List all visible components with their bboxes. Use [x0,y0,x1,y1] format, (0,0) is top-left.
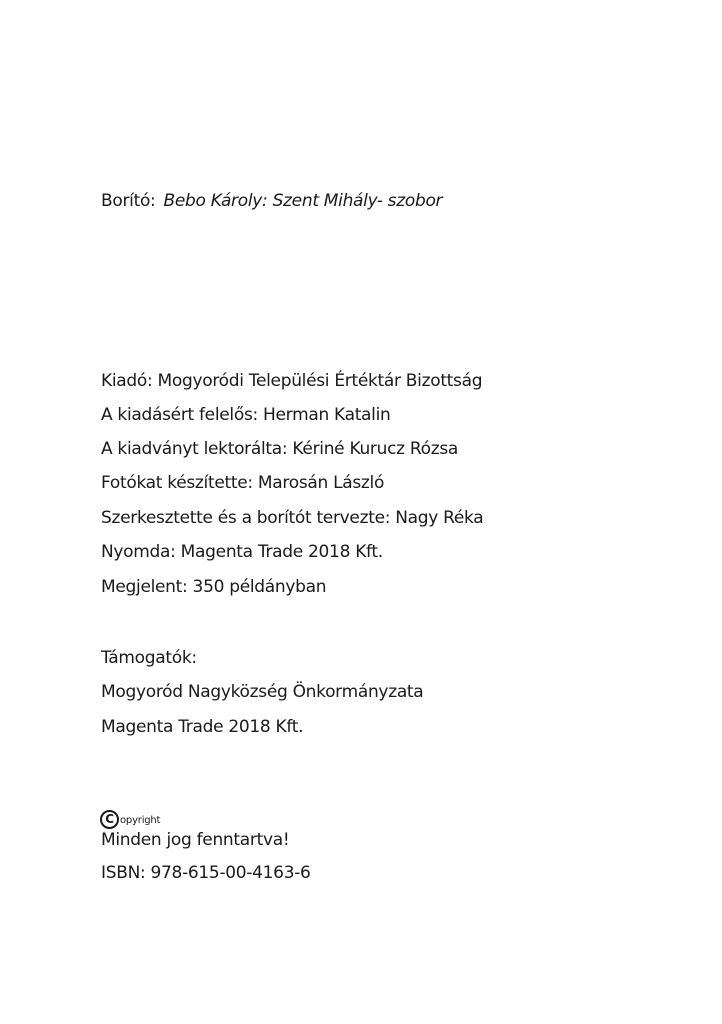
cover-credit [101,190,442,212]
copyright-text: opyright [120,814,161,826]
copies-line: Megjelent: 350 példányban [101,577,327,597]
rights-reserved: Minden jog fenntartva! [101,830,290,850]
reviewer-line: A kiadványt lektorálta: Kériné Kurucz Rózsa [101,439,458,459]
sponsors-heading: Támogatók: [101,648,197,668]
sponsor-item: Mogyoród Nagyközség Önkormányzata [101,682,424,702]
responsible-line: A kiadásért felelős: Herman Katalin [101,405,391,425]
copyright-icon: C [100,810,119,829]
cover-label: Borító: [101,191,156,211]
sponsor-item: Magenta Trade 2018 Kft. [101,717,304,737]
printer-line: Nyomda: Magenta Trade 2018 Kft. [101,542,383,562]
publisher-line: Kiadó: Mogyoródi Települési Értéktár Bizottság [101,371,483,391]
photographer-line: Fotókat készítette: Marosán László [101,473,385,493]
editor-designer-line: Szerkesztette és a borítót tervezte: Nagy Réka [101,508,484,528]
cover-title: Bebo Károly: Szent Mihály- szobor [163,191,443,211]
copyright-mark [100,808,160,830]
isbn: ISBN: 978-615-00-4163-6 [101,863,311,883]
